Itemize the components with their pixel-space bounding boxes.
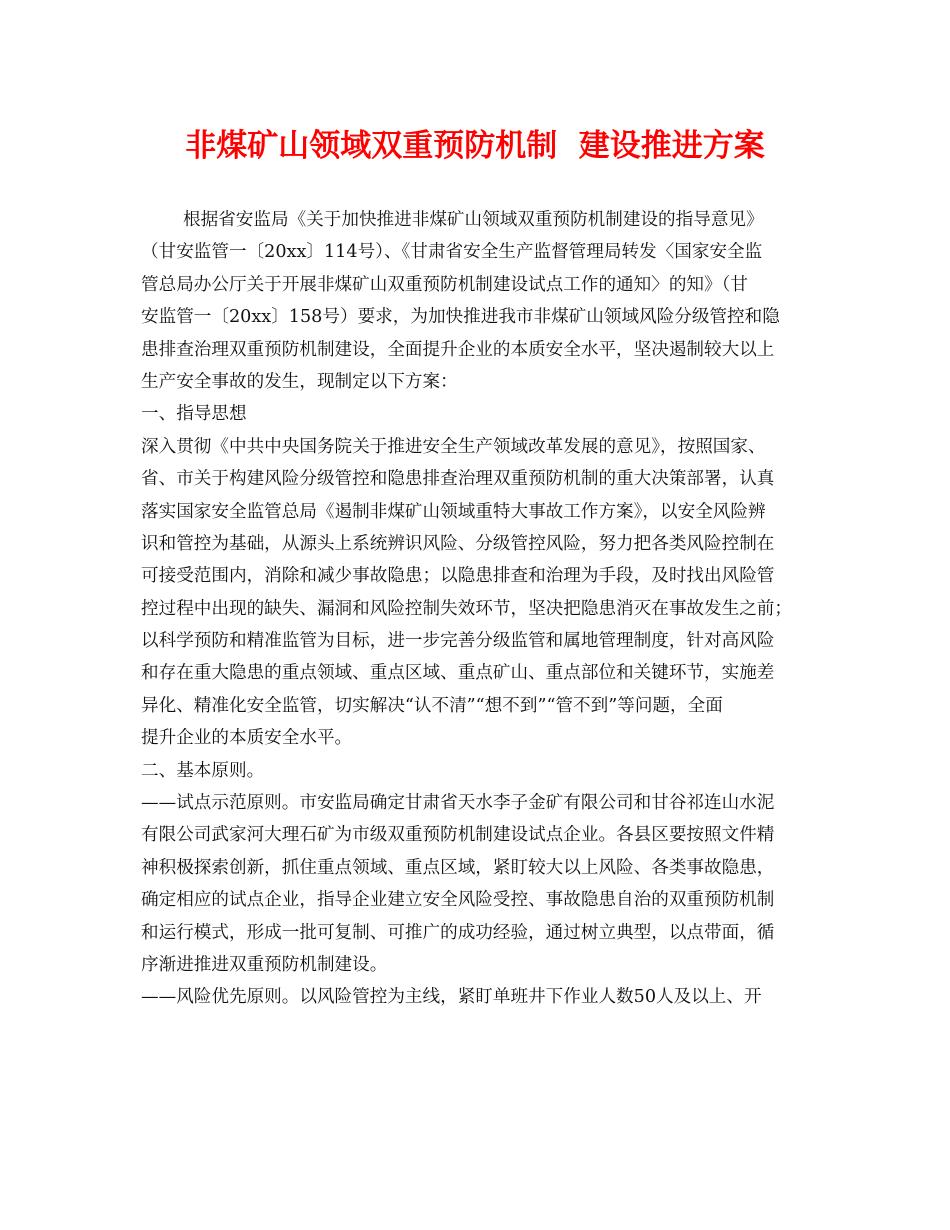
text-line: 和存在重大隐患的重点领域、重点区域、重点矿山、重点部位和关键环节，实施差	[141, 663, 775, 684]
text-line: 安监管一〔20xx〕158号）要求，为加快推进我市非煤矿山领域风险分级管控和隐	[141, 307, 780, 328]
text-line: 二、基本原则。	[141, 760, 265, 781]
text-line: 提升企业的本质安全水平。	[141, 728, 353, 749]
text-line: 控过程中出现的缺失、漏洞和风险控制失效环节，坚决把隐患消灭在事故发生之前；	[141, 598, 792, 619]
text-line: 患排查治理双重预防机制建设，全面提升企业的本质安全水平，坚决遏制较大以上	[141, 339, 775, 360]
text-line: 以科学预防和精准监管为目标，进一步完善分级监管和属地管理制度，针对高风险	[141, 631, 775, 652]
text-line: 省、市关于构建风险分级管控和隐患排查治理双重预防机制的重大决策部署，认真	[141, 469, 775, 490]
text-line: 管总局办公厅关于开展非煤矿山双重预防机制建设试点工作的通知〉的知》（甘	[141, 274, 748, 295]
paragraph-first-line: 根据省安监局《关于加快推进非煤矿山领域双重预防机制建设的指导意见》	[183, 210, 764, 230]
text-line: 确定相应的试点企业，指导企业建立安全风险受控、事故隐患自治的双重预防机制	[141, 890, 775, 911]
text-line: ——试点示范原则。市安监局确定甘肃省天水李子金矿有限公司和甘谷祁连山水泥	[141, 793, 775, 814]
text-line: 深入贯彻《中共中央国务院关于推进安全生产领域改革发展的意见》，按照国家、	[141, 436, 766, 457]
text-line: 序渐进推进双重预防机制建设。	[141, 954, 388, 975]
text-line: 神积极探索创新，抓住重点领域、重点区域，紧盯较大以上风险、各类事故隐患，	[141, 857, 775, 878]
text-line: 和运行模式，形成一批可复制、可推广的成功经验，通过树立典型，以点带面，循	[141, 922, 775, 943]
text-line: 一、指导思想	[141, 404, 247, 425]
text-line: ——风险优先原则。以风险管控为主线，紧盯单班井下作业人数50人及以上、开	[141, 987, 762, 1008]
text-line: 生产安全事故的发生，现制定以下方案：	[141, 371, 458, 392]
text-line: 异化、精准化安全监管，切实解决“认不清”“想不到”“管不到”等问题，全面	[141, 695, 723, 716]
text-line: 可接受范围内，消除和减少事故隐患；以隐患排查和治理为手段，及时找出风险管	[141, 566, 775, 587]
text-line: 识和管控为基础，从源头上系统辨识风险、分级管控风险，努力把各类风险控制在	[141, 533, 775, 554]
text-line: （甘安监管一〔20xx〕114号）、《甘肃省安全生产监督管理局转发〈国家安全监	[141, 242, 763, 263]
text-line: 落实国家安全监管总局《遏制非煤矿山领域重特大事故工作方案》，以安全风险辨	[141, 501, 766, 522]
document-body	[141, 204, 813, 1014]
document-title: 非煤矿山领域双重预防机制 建设推进方案	[185, 128, 765, 164]
text-line: 有限公司武家河大理石矿为市级双重预防机制建设试点企业。各县区要按照文件精	[141, 825, 775, 846]
